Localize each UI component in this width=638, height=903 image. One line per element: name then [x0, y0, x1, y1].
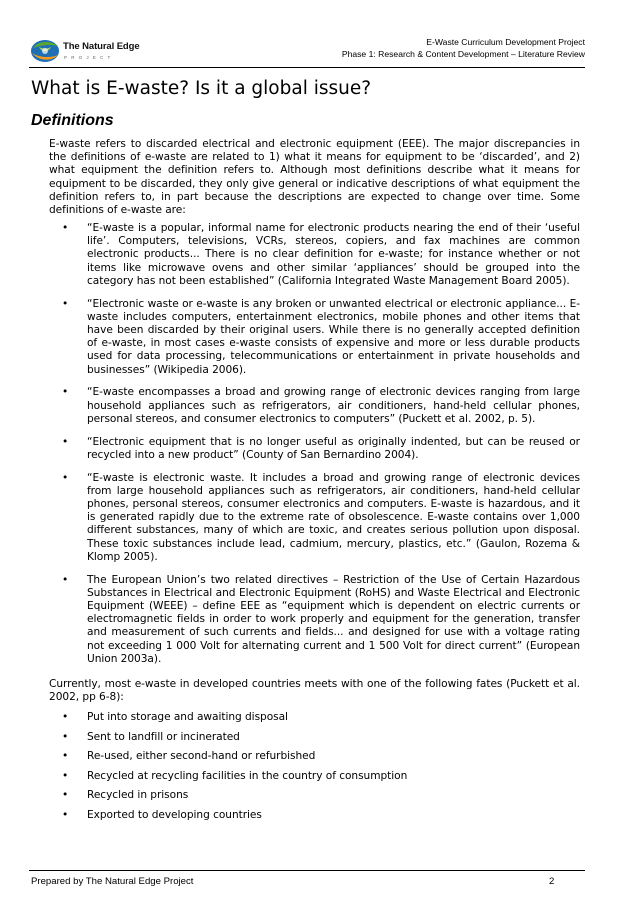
list-item-text: The European Union’s two related directives – Restriction of the Use of Certain Hazardous Substances in Electrical and Electronic Equipment (RoHS) and Waste Electrical and Electronic Equipment (WEEE) – define EEE as “equipment which is dependent on electric currents or electromagnetic fields in order to work properly and equipment for the generation, transfer and measurement of such currents and fields... and designed for use with a voltage rating not exceeding 1 000 Volt for alternating current and 1 500 Volt for direct current” (European Union 2003a).	[87, 573, 580, 665]
list-item	[49, 770, 580, 783]
header-project-info	[342, 36, 585, 60]
list-item-text: Recycled in prisons	[87, 789, 189, 801]
logo-sub: PROJECT	[64, 55, 115, 60]
list-item-text: “E-waste is electronic waste. It includes a broad and growing range of electronic devices from large household appliances such as refrigerators, air conditioners, hand-held cellular phones, personal stereos, consumer electronics and computers. E-waste is hazardous, and it is generated rapidly due to the extreme rate of obsolescence. E-waste contains over 1,000 different substances, many of which are toxic, and creates serious pollution upon disposal. These toxic substances include lead, cadmium, mercury, plastics, etc.” (Gaulon, Rozema & Klomp 2005).	[87, 471, 580, 563]
fates-list	[49, 711, 580, 828]
bullet-icon: •	[62, 750, 69, 762]
page-header	[29, 34, 585, 68]
list-item	[49, 809, 580, 822]
list-item-text: Re-used, either second-hand or refurbished	[87, 750, 316, 762]
definitions-list	[49, 222, 580, 676]
page-title: What is E-waste? Is it a global issue?	[31, 78, 372, 99]
list-item	[49, 386, 580, 426]
list-item	[49, 298, 580, 377]
header-line-2: Phase 1: Research & Content Development – Literature Review	[341, 49, 585, 59]
bullet-icon: •	[62, 808, 69, 821]
bullet-icon: •	[62, 435, 69, 448]
list-item-text: “Electronic equipment that is no longer useful as originally indented, but can be reused or recycled into a new product” (County of San Bernardino 2004).	[87, 435, 580, 461]
list-item-text: “E-waste encompasses a broad and growing range of electronic devices ranging from large household appliances such as refrigerators, air conditioners, hand-held cellular phones, personal stereos, and consumer electronics to computers” (Puckett et al. 2002, p. 5).	[87, 386, 580, 425]
list-item-text: “E-waste is a popular, informal name for electronic products nearing the end of their ‘useful life’. Computers, televisions, VCRs, stereos, copiers, and fax machines are common electronic products... There is no clear definition for e-waste; for instance whether or not items like microwave ovens and other similar ‘appliances’ should be grouped into the category has not been established” (California Integrated Waste Management Board 2005).	[87, 222, 580, 287]
bullet-icon: •	[62, 730, 69, 743]
footer-credit: Prepared by The Natural Edge Project	[31, 876, 194, 887]
logo-name: The Natural Edge	[63, 41, 140, 52]
list-item-text: Recycled at recycling facilities in the country of consumption	[87, 769, 408, 782]
bullet-icon: •	[62, 471, 69, 484]
list-item	[49, 789, 580, 802]
bullet-icon: •	[62, 573, 69, 586]
list-item	[49, 731, 580, 744]
list-item-text: “Electronic waste or e-waste is any broken or unwanted electrical or electronic appliance... E-waste includes computers, entertainment electronics, mobile phones and other items that have been discarded by their original users. While there is no generally accepted definition of e-waste, in most cases e-waste consists of expensive and more or less durable products used for data processing, telecommunications or entertainment in private households and businesses” (Wikipedia 2006).	[87, 297, 580, 376]
list-item	[49, 436, 580, 462]
header-line-1: E-Waste Curriculum Development Project	[426, 37, 585, 47]
intro-paragraph: E-waste refers to discarded electrical and electronic equipment (EEE). The major discrepancies in the definitions of e-waste are related to 1) what it means for equipment to be ‘discarded’, and 2) what equipment the definition refers to. Although most definitions describe what it means for equipment to be discarded, they only give general or indicative descriptions of what equipment the definition refers to, in part because the descriptions are expected to change over time. Some definitions of e-waste are:	[49, 138, 580, 217]
list-item-text: Sent to landfill or incinerated	[87, 730, 240, 743]
bullet-icon: •	[62, 711, 69, 723]
list-item	[49, 472, 580, 564]
bullet-icon: •	[62, 789, 69, 801]
bullet-icon: •	[62, 386, 69, 399]
bullet-icon: •	[62, 222, 69, 234]
fates-intro-paragraph: Currently, most e-waste in developed countries meets with one of the following fates (Puckett et al. 2002, pp 6-8):	[49, 678, 580, 704]
list-item	[49, 711, 580, 724]
page-number: 2	[549, 876, 555, 887]
bullet-icon: •	[62, 769, 69, 782]
footer-divider	[29, 870, 585, 871]
globe-logo-icon	[29, 36, 61, 66]
list-item-text: Put into storage and awaiting disposal	[87, 711, 288, 723]
list-item	[49, 750, 580, 763]
section-heading: Definitions	[31, 112, 114, 129]
list-item	[49, 222, 580, 288]
bullet-icon: •	[62, 297, 69, 310]
natural-edge-logo	[29, 36, 139, 66]
list-item	[49, 574, 580, 666]
list-item-text: Exported to developing countries	[87, 808, 262, 821]
header-divider	[29, 67, 585, 68]
